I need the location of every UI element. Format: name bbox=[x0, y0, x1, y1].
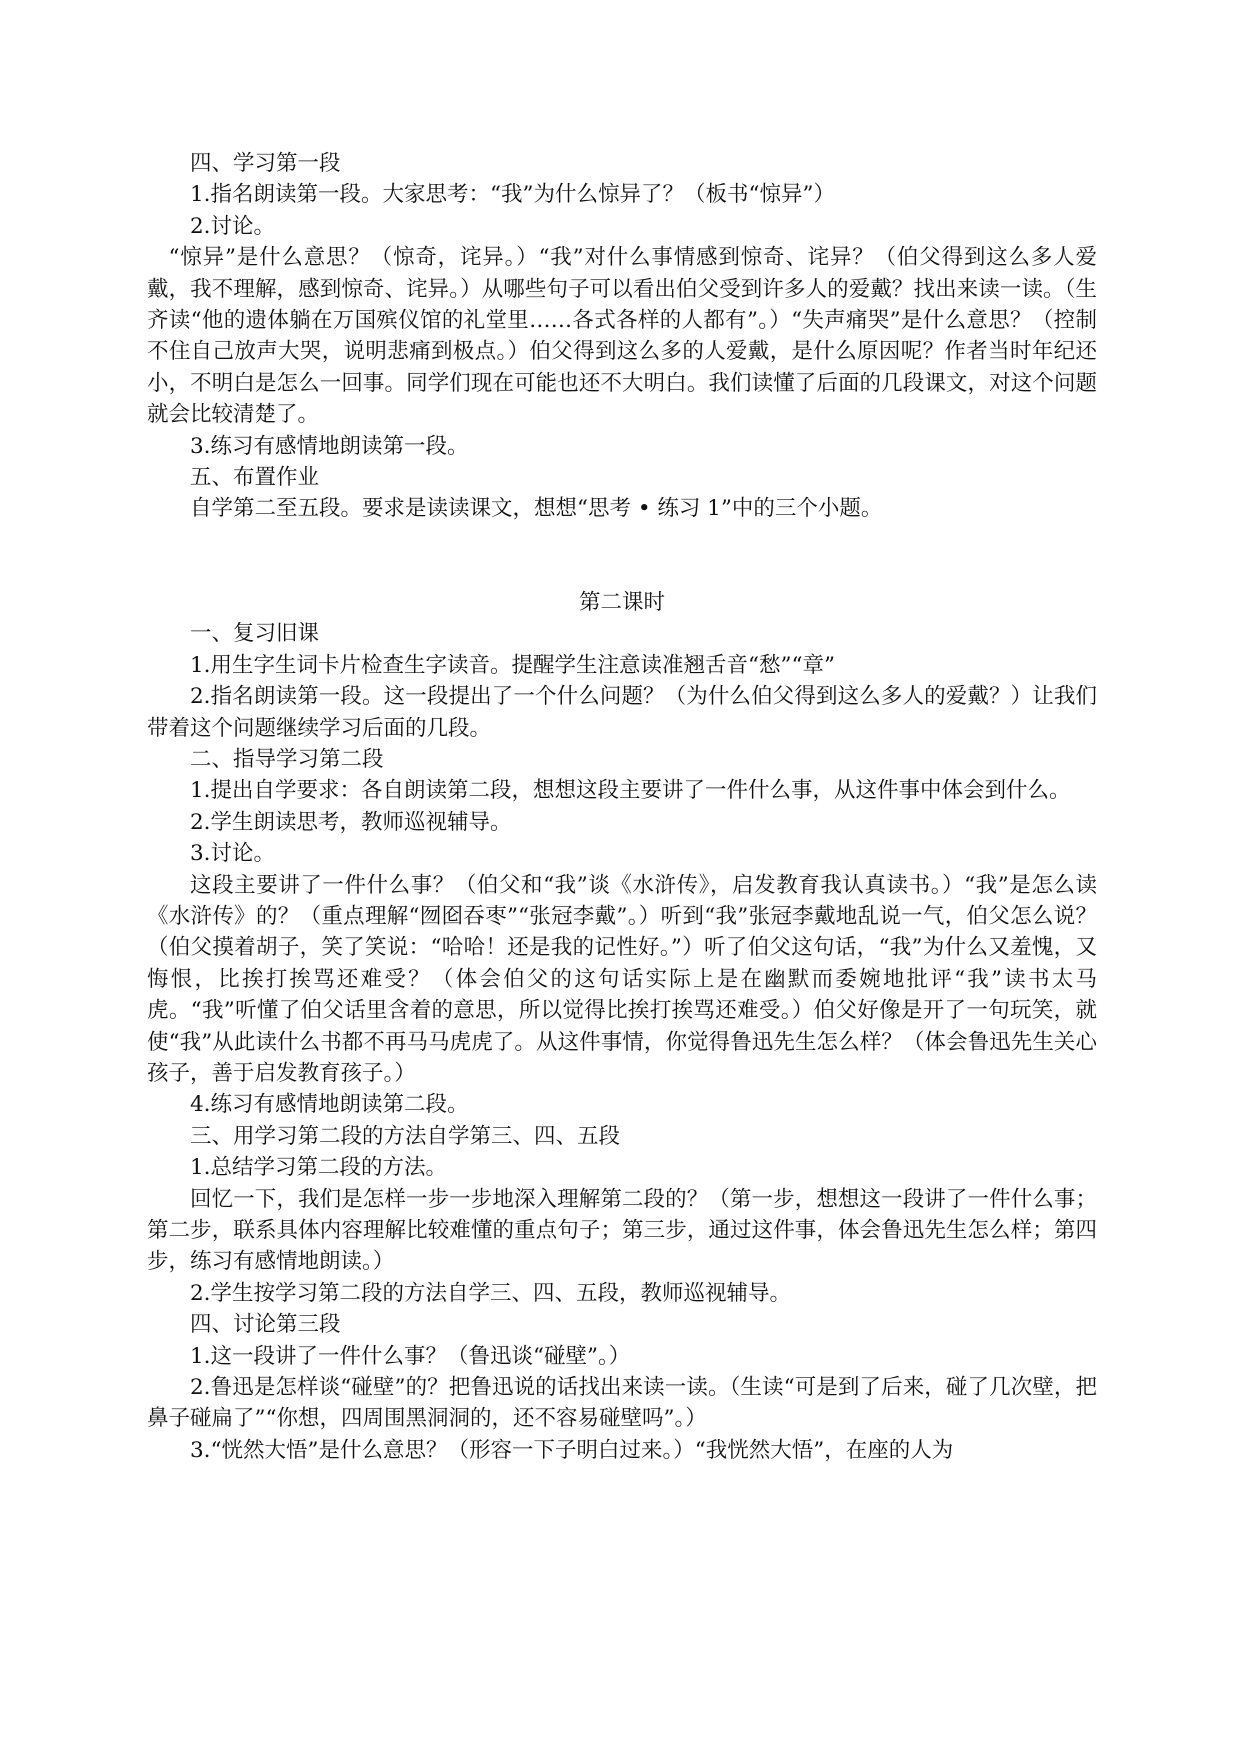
list-item: 1.这一段讲了一件什么事？（鲁迅谈“碰壁”。） bbox=[190, 1343, 631, 1369]
section-heading: 四、讨论第三段 bbox=[190, 1312, 341, 1338]
lesson-title: 第二课时 bbox=[578, 589, 665, 615]
list-item: 3.讨论。 bbox=[190, 841, 276, 867]
section-heading: 五、布置作业 bbox=[190, 465, 320, 491]
spacer bbox=[147, 525, 1097, 587]
list-item: 1.用生字生词卡片检查生字读音。提醒学生注意读准翘舌音“愁”“章” bbox=[190, 652, 835, 678]
paragraph: “惊异”是什么意思？（惊奇，诧异。）“我”对什么事情感到惊奇、诧异？（伯父得到这么多人爱戴，我不理解，感到惊奇、诧异。）从哪些句子可以看出伯父受到许多人的爱戴？找出来读一读。（生齐读“他的遗体躺在万国殡仪馆的礼堂里……各式各样的人都有”。）“失声痛哭”是什么意思？（控制不住自己放声大哭，说明悲痛到极点。）伯父得到这么多的人爱戴，是什么原因呢？作者当时年纪还小，不明白是怎么一回事。同学们现在可能也还不大明白。我们读懂了后面的几段课文，对这个问题就会比较清楚了。 bbox=[147, 245, 1097, 428]
list-item: 3.“恍然大悟”是什么意思？（形容一下子明白过来。）“我恍然大悟”，在座的人为 bbox=[190, 1437, 954, 1463]
list-item: 1.提出自学要求：各自朗读第二段，想想这段主要讲了一件什么事，从这件事中体会到什么。 bbox=[190, 778, 1071, 804]
paragraph: 这段主要讲了一件什么事？（伯父和“我”谈《水浒传》，启发教育我认真读书。）“我”是怎么读《水浒传》的？（重点理解“囫囵吞枣”“张冠李戴”。）听到“我”张冠李戴地乱说一气，伯父怎么说？（伯父摸着胡子，笑了笑说：“哈哈！还是我的记性好。”）听了伯父这句话，“我”为什么又羞愧，又悔恨，比挨打挨骂还难受？（体会伯父的这句话实际上是在幽默而委婉地批评“我”读书太马虎。“我”听懂了伯父话里含着的意思，所以觉得比挨打挨骂还难受。）伯父好像是开了一句玩笑，就使“我”从此读什么书都不再马马虎虎了。从这件事情，你觉得鲁迅先生怎么样？（体会鲁迅先生关心孩子，善于启发教育孩子。） bbox=[147, 872, 1097, 1086]
list-item: 3.练习有感情地朗读第一段。 bbox=[190, 433, 469, 459]
section-heading: 二、指导学习第二段 bbox=[190, 746, 384, 772]
list-item: 2.讨论。 bbox=[190, 213, 276, 239]
list-item: 2.鲁迅是怎样谈“碰壁”的？把鲁迅说的话找出来读一读。（生读“可是到了后来，碰了几次壁，把鼻子碰扁了”“你想，四周围黑洞洞的，还不容易碰壁吗”。） bbox=[147, 1375, 1097, 1432]
document-body bbox=[147, 148, 1097, 1466]
list-item: 1.总结学习第二段的方法。 bbox=[190, 1155, 448, 1181]
section-heading: 一、复习旧课 bbox=[190, 621, 320, 647]
section-heading: 四、学习第一段 bbox=[190, 151, 341, 176]
list-item: 1.指名朗读第一段。大家思考：“我”为什么惊异了？（板书“惊异”） bbox=[190, 182, 835, 208]
list-item: 2.学生按学习第二段的方法自学三、四、五段，教师巡视辅导。 bbox=[190, 1280, 792, 1306]
paragraph: 自学第二至五段。要求是读读课文，想想“思考 • 练习 1”中的三个小题。 bbox=[190, 496, 883, 522]
list-item: 2.指名朗读第一段。这一段提出了一个什么问题？（为什么伯父得到这么多人的爱戴？）让我们带着这个问题继续学习后面的几段。 bbox=[147, 684, 1097, 741]
section-heading: 三、用学习第二段的方法自学第三、四、五段 bbox=[190, 1123, 621, 1149]
list-item: 4.练习有感情地朗读第二段。 bbox=[190, 1092, 469, 1118]
paragraph: 回忆一下，我们是怎样一步一步地深入理解第二段的？（第一步，想想这一段讲了一件什么事；第二步，联系具体内容理解比较难懂的重点句子；第三步，通过这件事，体会鲁迅先生怎么样；第四步，练习有感情地朗读。） bbox=[147, 1186, 1097, 1275]
list-item: 2.学生朗读思考，教师巡视辅导。 bbox=[190, 809, 512, 835]
